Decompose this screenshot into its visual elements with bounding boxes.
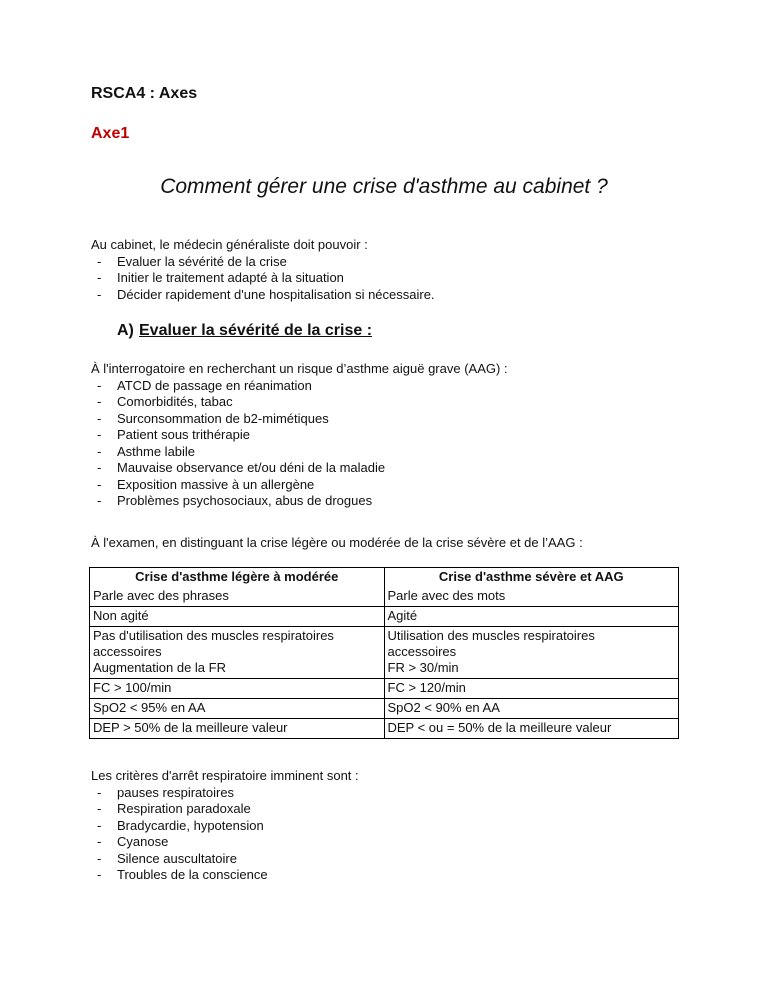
bullet-dash: -	[97, 817, 102, 833]
bullet-dash: -	[97, 394, 102, 409]
list-item	[91, 254, 691, 271]
cell-line: Utilisation des muscles respiratoires	[387, 628, 595, 643]
list-item-text: Cyanose	[117, 834, 169, 849]
cell-line: FR > 30/min	[387, 660, 459, 675]
table-cell	[384, 627, 679, 679]
list-item-text: Bradycardie, hypotension	[117, 817, 264, 833]
table-cell: Parle avec des phrases	[90, 587, 385, 607]
table-row	[90, 719, 679, 739]
table-row	[90, 699, 679, 719]
cell-line: Pas d'utilisation des muscles respiratoires	[93, 628, 334, 643]
arret-section	[91, 768, 691, 884]
table-row	[90, 607, 679, 627]
bullet-dash: -	[97, 377, 102, 393]
section-heading-a	[117, 323, 372, 340]
document-header: RSCA4 : Axes	[91, 85, 198, 102]
list-item-text: Décider rapidement d'une hospitalisation si nécessaire.	[117, 286, 435, 302]
list-item	[91, 427, 691, 444]
list-item	[91, 411, 691, 428]
list-item	[91, 378, 691, 395]
bullet-dash: -	[97, 410, 102, 426]
bullet-dash: -	[97, 253, 102, 269]
cell-line: Augmentation de la FR	[93, 660, 226, 675]
intro-section	[91, 237, 691, 303]
bullet-dash: -	[97, 460, 102, 475]
table-header-mild: Crise d'asthme légère à modérée	[90, 568, 385, 588]
table-header-row	[90, 568, 679, 588]
section-number: A)	[117, 322, 134, 339]
list-item-text: Silence auscultatoire	[117, 850, 237, 866]
list-item	[91, 287, 691, 304]
table-cell: Parle avec des mots	[384, 587, 679, 607]
bullet-dash: -	[97, 476, 102, 492]
table-cell	[90, 627, 385, 679]
bullet-dash: -	[97, 443, 102, 459]
examen-text: À l'examen, en distinguant la crise légère ou modérée de la crise sévère et de l’AAG :	[91, 535, 583, 550]
bullet-dash: -	[97, 427, 102, 442]
list-item-text: Asthme labile	[117, 443, 196, 459]
intro-text: Au cabinet, le médecin généraliste doit pouvoir :	[91, 237, 368, 252]
list-item	[91, 867, 691, 884]
table-row	[90, 627, 679, 679]
list-item	[91, 477, 691, 494]
table-row	[90, 679, 679, 699]
cell-line: accessoires	[387, 644, 457, 659]
list-item-text: Exposition massive à un allergène	[117, 476, 315, 492]
table-cell: DEP > 50% de la meilleure valeur	[90, 719, 385, 739]
list-item	[91, 444, 691, 461]
list-item-text: ATCD de passage en réanimation	[117, 377, 312, 393]
table-cell: FC > 120/min	[384, 679, 679, 699]
list-item	[91, 493, 691, 510]
list-item-text: Respiration paradoxale	[117, 801, 251, 816]
main-question: Comment gérer une crise d'asthme au cabinet ?	[160, 175, 608, 198]
list-item	[91, 851, 691, 868]
table-row	[90, 587, 679, 607]
bullet-dash: -	[97, 286, 102, 302]
table-cell: SpO2 < 95% en AA	[90, 699, 385, 719]
bullet-dash: -	[97, 270, 102, 285]
arret-text: Les critères d'arrêt respiratoire imminent sont :	[91, 768, 359, 783]
intro-list	[91, 254, 691, 304]
table-cell: Agité	[384, 607, 679, 627]
bullet-dash: -	[97, 784, 102, 800]
arret-list	[91, 785, 691, 884]
list-item	[91, 394, 691, 411]
bullet-dash: -	[97, 493, 102, 508]
bullet-dash: -	[97, 801, 102, 816]
bullet-dash: -	[97, 867, 102, 882]
list-item	[91, 270, 691, 287]
table-cell: DEP < ou = 50% de la meilleure valeur	[384, 719, 679, 739]
table-header-severe: Crise d'asthme sévère et AAG	[384, 568, 679, 588]
list-item	[91, 834, 691, 851]
cell-line: accessoires	[93, 644, 162, 659]
list-item	[91, 801, 691, 818]
severity-table	[89, 567, 679, 739]
list-item-text: Troubles de la conscience	[117, 867, 268, 882]
list-item-text: Patient sous trithérapie	[117, 427, 250, 442]
interrogatoire-section	[91, 361, 691, 510]
section-title: Evaluer la sévérité de la crise :	[139, 322, 373, 339]
bullet-dash: -	[97, 834, 102, 849]
interrogatoire-text: À l'interrogatoire en recherchant un risque d’asthme aiguë grave (AAG) :	[91, 361, 508, 376]
list-item-text: Surconsommation de b2-mimétiques	[117, 410, 329, 426]
table-cell: Non agité	[90, 607, 385, 627]
table-cell: FC > 100/min	[90, 679, 385, 699]
list-item-text: Comorbidités, tabac	[117, 394, 233, 409]
list-item	[91, 818, 691, 835]
list-item-text: Evaluer la sévérité de la crise	[117, 253, 287, 269]
interrogatoire-list	[91, 378, 691, 510]
bullet-dash: -	[97, 850, 102, 866]
axe-title: Axe1	[91, 125, 130, 142]
list-item-text: pauses respiratoires	[117, 784, 235, 800]
list-item-text: Initier le traitement adapté à la situation	[117, 270, 344, 285]
list-item-text: Mauvaise observance et/ou déni de la maladie	[117, 460, 386, 475]
list-item	[91, 460, 691, 477]
table-cell: SpO2 < 90% en AA	[384, 699, 679, 719]
list-item	[91, 785, 691, 802]
list-item-text: Problèmes psychosociaux, abus de drogues	[117, 493, 373, 508]
